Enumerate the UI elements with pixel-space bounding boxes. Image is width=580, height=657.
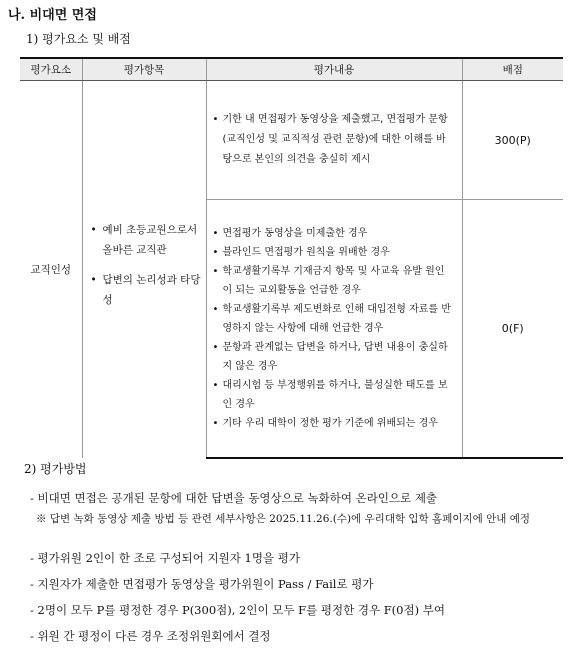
header-content: 평가내용	[206, 58, 462, 81]
table-row-pass	[20, 81, 563, 200]
pass-criteria-list	[207, 110, 462, 170]
method-line: - 지원자가 제출한 면접평가 동영상을 평가위원이 Pass / Fail로 평가	[30, 577, 374, 591]
fail-criterion: • 기타 우리 대학이 정한 평가 기준에 위배되는 경우	[213, 414, 454, 433]
method-line: - 위원 간 평정이 다른 경우 조정위원회에서 결정	[30, 629, 271, 643]
fail-criterion: • 대리시험 등 부정행위를 하거나, 불성실한 태도를 보인 경우	[213, 376, 454, 414]
section-title: 나. 비대면 면접	[8, 8, 97, 23]
subsection-title-score: 1) 평가요소 및 배점	[26, 32, 131, 46]
fail-score: 0(F)	[462, 200, 563, 459]
header-items: 평가항목	[82, 58, 206, 81]
evaluation-item: • 예비 초등교원으로서 올바른 교직관	[91, 220, 206, 260]
pass-criteria-cell	[206, 81, 462, 200]
items-cell	[82, 81, 206, 459]
subsection-title-method: 2) 평가방법	[24, 462, 87, 476]
method-line: - 비대면 면접은 공개된 문항에 대한 답변을 동영상으로 녹화하여 온라인으로 제출	[30, 491, 438, 505]
fail-criterion: • 학교생활기록부 제도변화로 인해 대입전형 자료를 반영하지 않는 사항에 대해 언급한 경우	[213, 300, 454, 338]
fail-criteria-cell	[206, 200, 462, 459]
header-category: 평가요소	[20, 58, 82, 81]
header-score: 배점	[462, 58, 563, 81]
table-header-row	[20, 58, 563, 81]
evaluation-items-list	[83, 220, 206, 310]
fail-criterion: • 블라인드 면접평가 원칙을 위배한 경우	[213, 243, 454, 262]
method-note: ※ 답변 녹화 동영상 제출 방법 등 관련 세부사항은 2025.11.26.(수)에 우리대학 입학 홈페이지에 안내 예정	[36, 513, 531, 525]
evaluation-table	[20, 57, 563, 459]
method-line: - 평가위원 2인이 한 조로 구성되어 지원자 1명을 평가	[30, 551, 300, 565]
method-line: - 2명이 모두 P를 평정한 경우 P(300점), 2인이 모두 F를 평정한 경우 F(0점) 부여	[30, 603, 445, 617]
pass-score: 300(P)	[462, 81, 563, 200]
fail-criterion: • 면접평가 동영상을 미제출한 경우	[213, 224, 454, 243]
fail-criteria-list	[207, 224, 462, 433]
pass-criterion: • 기한 내 면접평가 동영상을 제출했고, 면접평가 문항(교직인성 및 교직적성 관련 문항)에 대한 이해를 바탕으로 본인의 의견을 충실히 제시	[213, 110, 454, 170]
fail-criterion: • 문항과 관계없는 답변을 하거나, 답변 내용이 충실하지 않은 경우	[213, 338, 454, 376]
category-cell: 교직인성	[20, 81, 82, 459]
fail-criterion: • 학교생활기록부 기재금지 항목 및 사교육 유발 원인이 되는 교외활동을 언급한 경우	[213, 262, 454, 300]
evaluation-item: • 답변의 논리성과 타당성	[91, 270, 206, 310]
